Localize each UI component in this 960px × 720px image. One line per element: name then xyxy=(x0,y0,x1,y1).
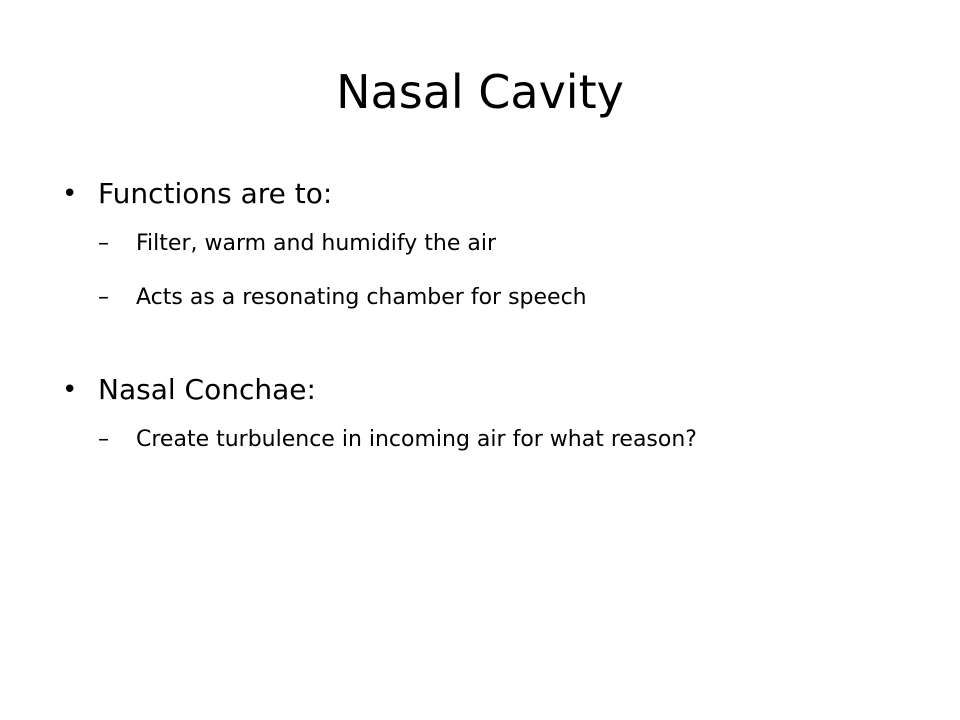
bullet-item xyxy=(62,370,882,410)
slide-body xyxy=(62,174,882,456)
sub-bullet-item xyxy=(62,424,796,456)
bullet-text: Functions are to: xyxy=(98,177,333,210)
bullet-text: Nasal Conchae: xyxy=(98,373,316,406)
dash-marker: – xyxy=(98,231,109,256)
bullet-marker: • xyxy=(62,179,78,209)
slide-title: Nasal Cavity xyxy=(336,65,624,119)
bullet-item xyxy=(62,174,882,214)
sub-bullet-item xyxy=(62,282,882,314)
sub-bullet-text: Acts as a resonating chamber for speech xyxy=(136,285,587,310)
sub-bullet-item xyxy=(62,228,882,260)
dash-marker: – xyxy=(98,285,109,310)
sub-bullet-text: Filter, warm and humidify the air xyxy=(136,231,497,256)
dash-marker: – xyxy=(98,427,109,452)
sub-bullet-text: Create turbulence in incoming air for what reason? xyxy=(136,427,697,452)
bullet-marker: • xyxy=(62,375,78,405)
